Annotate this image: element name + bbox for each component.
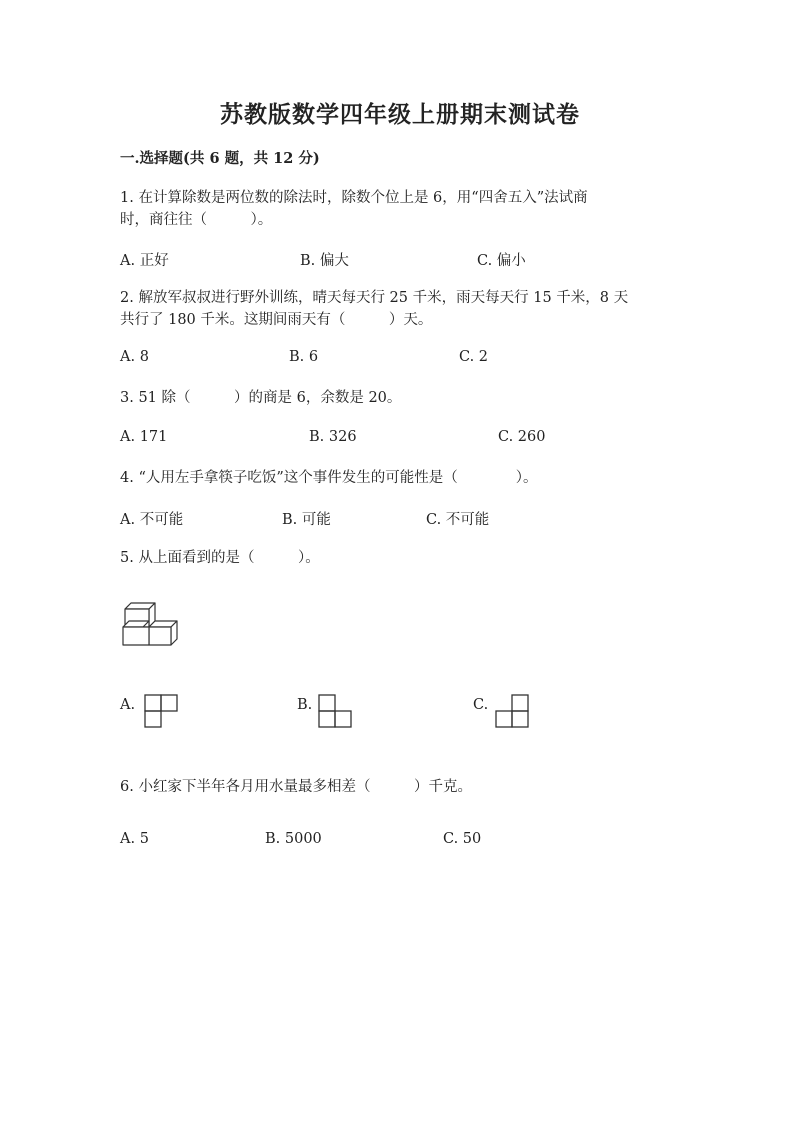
question-1-option-a[interactable]: A. 正好 — [120, 253, 169, 269]
page-title: 苏教版数学四年级上册期末测试卷 — [220, 101, 580, 128]
question-4-option-a[interactable]: A. 不可能 — [120, 512, 184, 528]
option-a-top-view-figure — [144, 694, 178, 728]
question-3-option-b[interactable]: B. 326 — [309, 429, 357, 445]
question-6-option-c[interactable]: C. 50 — [443, 831, 482, 847]
question-5-option-b[interactable]: B. — [297, 697, 313, 713]
question-3-option-a[interactable]: A. 171 — [120, 429, 168, 445]
question-2-option-a[interactable]: A. 8 — [120, 349, 149, 365]
question-6-option-b[interactable]: B. 5000 — [265, 831, 322, 847]
question-1-line-2: 时，商往往（ ）。 — [120, 212, 273, 228]
question-2-option-c[interactable]: C. 2 — [459, 349, 489, 365]
question-1-line-1: 1. 在计算除数是两位数的除法时，除数个位上是 6，用“四舍五入”法试商 — [120, 190, 588, 206]
question-1-option-b[interactable]: B. 偏大 — [300, 253, 349, 269]
question-5-line-1: 5. 从上面看到的是（ ）。 — [120, 550, 320, 566]
question-2-line-1: 2. 解放军叔叔进行野外训练，晴天每天行 25 千米，雨天每天行 15 千米，8 天 — [120, 290, 629, 306]
option-c-top-view-figure — [495, 694, 529, 728]
question-4-option-b[interactable]: B. 可能 — [282, 512, 331, 528]
question-1-option-c[interactable]: C. 偏小 — [477, 253, 526, 269]
question-5-option-a[interactable]: A. — [120, 697, 136, 713]
option-b-top-view-figure — [318, 694, 352, 728]
cubes-figure — [118, 600, 182, 650]
question-4-line-1: 4. “人用左手拿筷子吃饭”这个事件发生的可能性是（ ）。 — [120, 470, 538, 486]
question-6-option-a[interactable]: A. 5 — [120, 831, 149, 847]
question-2-line-2: 共行了 180 千米。这期间雨天有（ ）天。 — [120, 312, 433, 328]
question-4-option-c[interactable]: C. 不可能 — [426, 512, 490, 528]
question-6-line-1: 6. 小红家下半年各月用水量最多相差（ ）千克。 — [120, 779, 472, 795]
question-2-option-b[interactable]: B. 6 — [289, 349, 319, 365]
section-heading: 一.选择题(共 6 题，共 12 分) — [120, 150, 320, 167]
question-3-line-1: 3. 51 除（ ）的商是 6，余数是 20。 — [120, 390, 402, 406]
question-5-option-c[interactable]: C. — [473, 697, 489, 713]
question-3-option-c[interactable]: C. 260 — [498, 429, 546, 445]
